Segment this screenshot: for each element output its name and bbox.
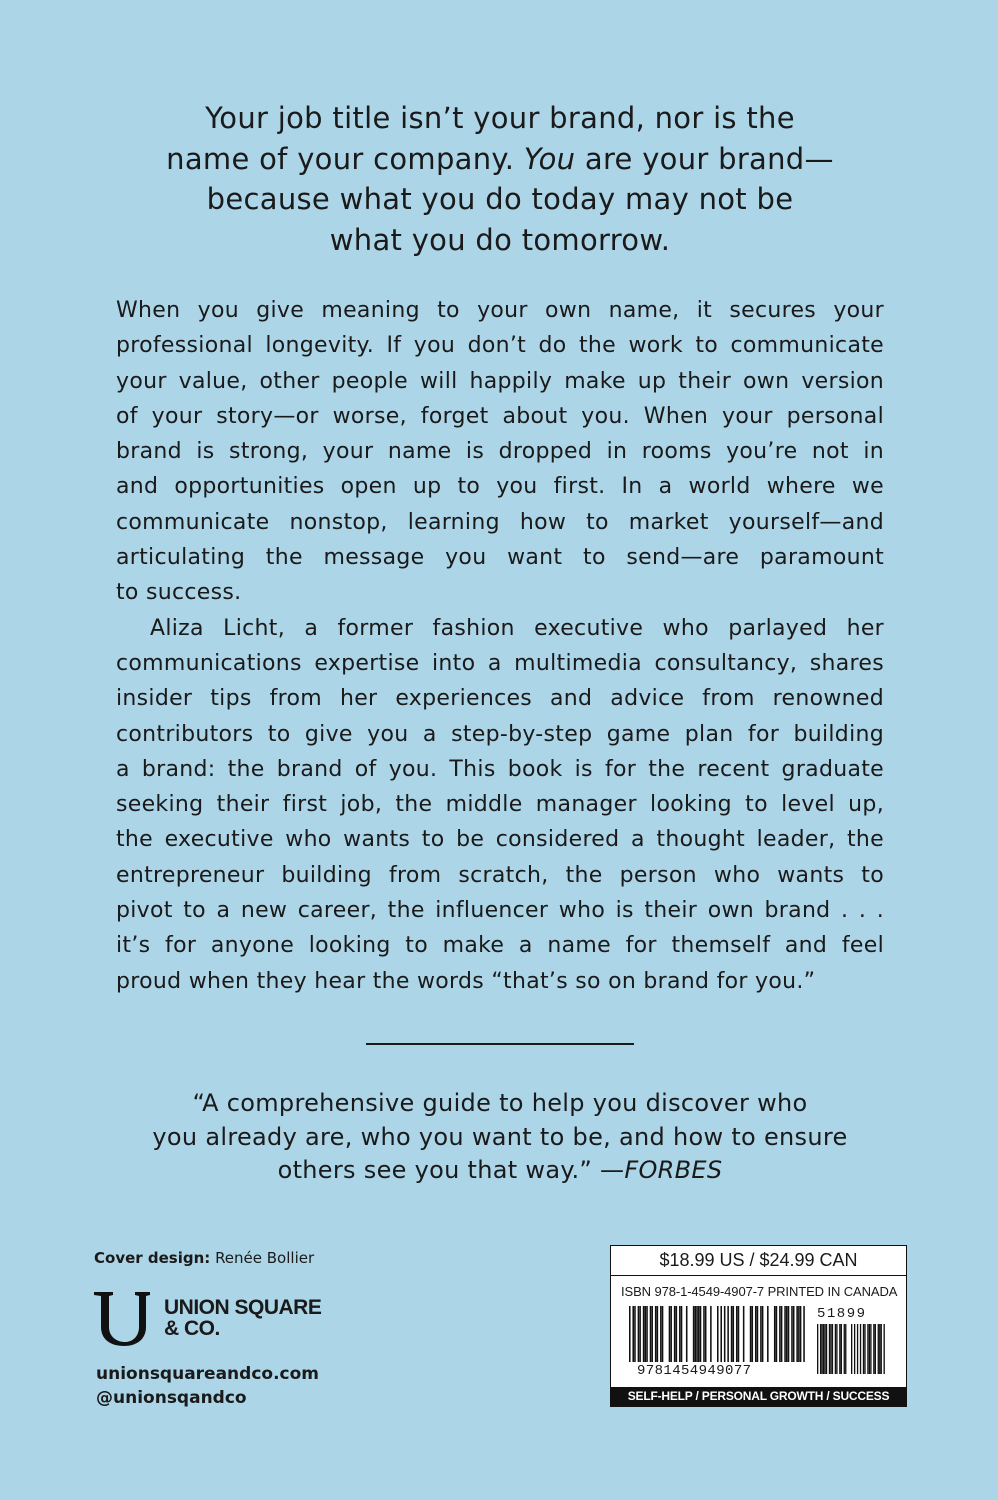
barcode-bar [820,1324,821,1374]
paragraph-1 [116,293,884,611]
text-line: seeking their first job, the middle manager looking to level up, [116,792,884,818]
barcode-bar [786,1306,788,1362]
text-line: communicate nonstop, learning how to market yourself—and [116,509,884,535]
barcode-bar [674,1306,676,1362]
barcode-bar [796,1306,798,1362]
cover-credit-label: Cover design: [94,1249,211,1267]
barcode-bar [639,1306,641,1362]
barcode-bar [738,1306,740,1362]
description [116,293,884,999]
text-line: of your story—or worse, forget about you. When your personal [116,403,884,429]
barcode-bar [860,1324,861,1374]
barcode-bar [693,1306,695,1362]
text-line: entrepreneur building from scratch, the person who wants to [116,862,884,888]
text-line: it’s for anyone looking to make a name for themself and feel [116,933,884,959]
text-line: the executive who wants to be considered a thought leader, the [116,827,884,853]
review-quote [120,1087,880,1188]
barcode-bar [646,1306,648,1362]
headline-line [130,139,870,180]
barcode-bar [752,1306,754,1362]
quote-line [120,1154,880,1188]
barcode-bar [760,1306,762,1362]
barcode-bar [705,1306,707,1362]
text-line: insider tips from her experiences and advice from renowned [116,686,884,712]
barcode-bar [776,1306,778,1362]
headline-line: because what you do today may not be [206,182,794,216]
barcode-bar [823,1324,824,1374]
barcode-bar [878,1324,879,1374]
barcode-bar [645,1306,647,1362]
barcode-bar [669,1306,671,1362]
barcode-bar [788,1306,790,1362]
barcode-bar [826,1324,827,1374]
barcode-bar [724,1306,726,1362]
addon-barcode-icon [817,1324,887,1374]
barcode-bar [873,1324,874,1374]
barcode-bar [736,1306,738,1362]
barcode-bar [634,1306,636,1362]
headline [130,98,870,260]
barcode-bar [681,1306,683,1362]
barcode-bar [779,1306,781,1362]
barcode-bar [845,1324,846,1374]
publisher-name-line: UNION SQUARE [164,1296,322,1319]
barcode-bar [817,1324,818,1374]
barcode-bar [655,1306,657,1362]
barcode-bar [731,1306,733,1362]
isbn-label: ISBN 978-1-4549-4907-7 PRINTED IN CANADA [621,1284,898,1299]
divider-rule [366,1043,634,1045]
barcode-bar [829,1324,830,1374]
text-line: a brand: the brand of you. This book is for the recent graduate [116,756,884,782]
barcode-bar [720,1306,722,1362]
addon-digits: 51899 [817,1306,867,1322]
barcode-bar [676,1306,678,1362]
barcode-bar [632,1306,634,1362]
barcode-bar [851,1324,852,1374]
barcode-bar [803,1306,805,1362]
barcode-bar [844,1324,845,1374]
barcode-bar [835,1324,836,1374]
publisher-website: unionsquareandco.com [96,1364,320,1384]
headline-text: are your brand— [575,141,834,176]
text-line: and opportunities open up to you first. In a world where we [116,474,884,500]
barcode-bar [863,1324,864,1374]
barcode-bar [791,1306,793,1362]
barcode-bar [629,1306,631,1362]
barcode-bar [798,1306,800,1362]
barcode-bar [839,1324,840,1374]
barcode-bar [670,1306,672,1362]
publisher-name [164,1297,321,1339]
barcode-bar [864,1324,865,1374]
barcode-bar [854,1324,855,1374]
barcode-bar [774,1306,776,1362]
quote-text: others see you that way.” — [277,1156,625,1184]
text-line: proud when they hear the words “that’s so on brand for you.” [116,968,816,994]
barcode-bar [857,1324,858,1374]
barcode-bar [781,1306,783,1362]
barcode-bar [700,1306,702,1362]
barcode-bar [841,1324,842,1374]
barcode-bar [743,1306,745,1362]
barcode-bar [660,1306,662,1362]
paragraph-2 [116,611,884,999]
barcode-bar [755,1306,757,1362]
category-label: SELF-HELP / PERSONAL GROWTH / SUCCESS [611,1387,906,1406]
quote-line: “A comprehensive guide to help you discover who [192,1089,808,1117]
barcode-bar [643,1306,645,1362]
barcode-bar [767,1306,769,1362]
barcode-bar [686,1306,688,1362]
barcode-bar [698,1306,700,1362]
headline-line: what you do tomorrow. [329,222,671,257]
quote-source: FORBES [624,1156,723,1184]
headline-emphasis: You [523,141,576,176]
barcode-bar [884,1324,885,1374]
barcode-bar [679,1306,681,1362]
cover-credit [94,1249,314,1267]
barcode-bar [662,1306,664,1362]
barcode-bar [733,1306,735,1362]
barcode-bar [875,1324,876,1374]
barcode-bar [784,1306,786,1362]
barcode-bar [879,1324,880,1374]
barcode-box [610,1245,907,1407]
barcode-bar [793,1306,795,1362]
barcode-bar [638,1306,640,1362]
barcode-bar [762,1306,764,1362]
barcode-bar [703,1306,705,1362]
barcode-bar [824,1324,825,1374]
barcode-bar [657,1306,659,1362]
text-line: communications expertise into a multimedia consultancy, shares [116,650,884,676]
barcode-bar [870,1324,871,1374]
barcode-bar [750,1306,752,1362]
barcode-bar [869,1324,870,1374]
text-line: contributors to give you a step-by-step game plan for building [116,721,884,747]
barcode-bar [881,1324,882,1374]
text-line: Aliza Licht, a former fashion executive who parlayed her [150,615,884,641]
barcode-bar [867,1324,868,1374]
publisher-handle: @unionsqandco [96,1387,247,1408]
barcode-bar [650,1306,652,1362]
text-line: pivot to a new career, the influencer who is their own brand . . . [116,898,884,924]
text-line: articulating the message you want to send—are paramount [116,545,884,571]
barcode-bar [832,1324,833,1374]
barcode-bar [717,1306,719,1362]
barcode-bar [836,1324,837,1374]
text-line: brand is strong, your name is dropped in rooms you’re not in [116,439,884,465]
text-line: your value, other people will happily make up their own version [116,368,884,394]
ean-barcode-icon [629,1306,805,1362]
cover-designer: Renée Bollier [215,1249,315,1267]
barcode-bar [727,1306,729,1362]
barcode-bar [800,1306,802,1362]
text-line: When you give meaning to your own name, it secures your [116,298,884,323]
price-label: $18.99 US / $24.99 CAN [611,1246,906,1276]
headline-line: Your job title isn’t your brand, nor is the [205,101,795,135]
barcode-bar [757,1306,759,1362]
text-line: professional longevity. If you don’t do the work to communicate [116,333,884,359]
publisher-name-line: & CO. [164,1317,220,1340]
barcode-bar [695,1306,697,1362]
barcode-bar [710,1306,712,1362]
ean-digits: 9781454949077 [637,1363,752,1379]
headline-text: name of your company. [166,141,524,176]
publisher-logo [92,1289,342,1349]
text-line: to success. [116,580,242,606]
quote-line: you already are, who you want to be, and how to ensure [152,1122,848,1151]
publisher-contact [96,1363,319,1410]
barcode-bar [651,1306,653,1362]
barcode-bar [696,1306,698,1362]
barcode-bar [821,1324,822,1374]
barcode-bar [830,1324,831,1374]
union-square-u-mark-icon [92,1289,152,1347]
